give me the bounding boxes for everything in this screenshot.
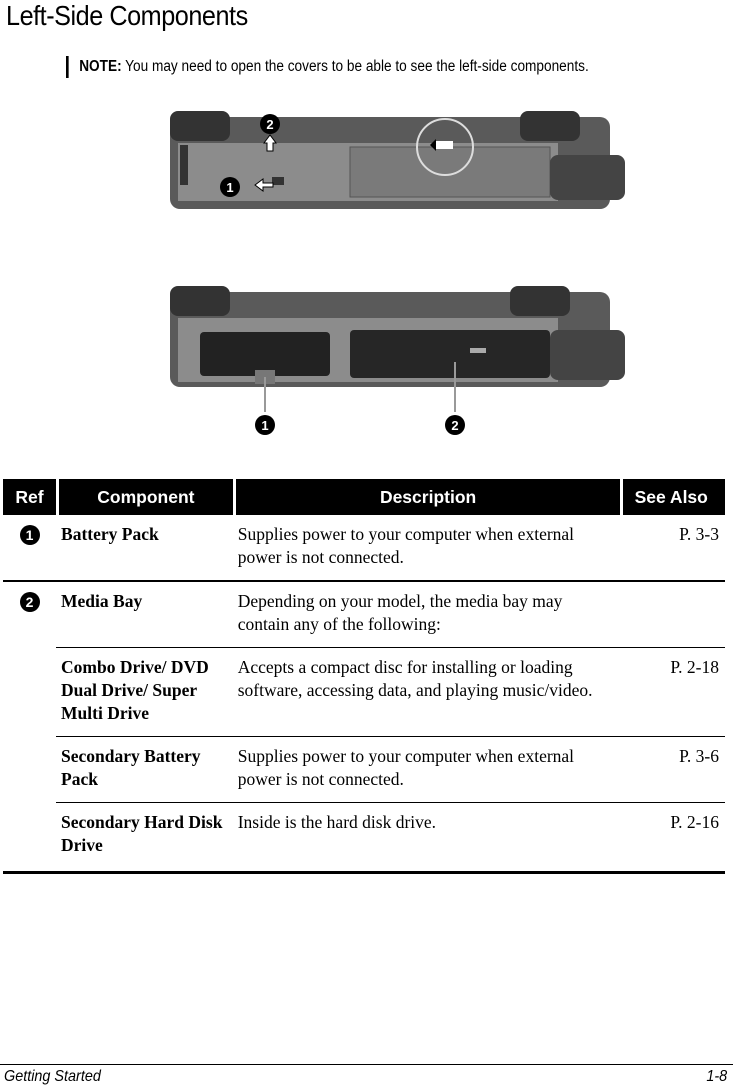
see-also-cell bbox=[620, 582, 725, 648]
footer-section-title: Getting Started bbox=[4, 1068, 101, 1085]
callout-label: 2 bbox=[266, 117, 274, 132]
component-cell: Battery Pack bbox=[56, 515, 233, 582]
table-header-row bbox=[3, 479, 725, 515]
description-cell: Depending on your model, the media bay may contain any of the following: bbox=[233, 582, 621, 648]
header-description: Description bbox=[233, 479, 621, 515]
footer-divider bbox=[0, 1064, 733, 1065]
see-also-cell: P. 3-3 bbox=[620, 515, 725, 582]
table-row bbox=[3, 648, 725, 737]
header-component: Component bbox=[56, 479, 233, 515]
laptop-left-side-closed-image bbox=[160, 105, 630, 220]
ref-badge-1: 1 bbox=[20, 525, 40, 545]
note-text: You may need to open the covers to be able to see the left-side components. bbox=[125, 58, 589, 75]
description-cell: Inside is the hard disk drive. bbox=[233, 803, 621, 874]
table-row bbox=[3, 582, 725, 648]
header-ref: Ref bbox=[3, 479, 56, 515]
component-cell: Combo Drive/ DVD Dual Drive/ Super Multi Drive bbox=[56, 648, 233, 737]
component-cell: Secondary Hard Disk Drive bbox=[56, 803, 233, 874]
component-cell: Secondary Battery Pack bbox=[56, 737, 233, 803]
note-label: NOTE: bbox=[79, 58, 122, 75]
callout-label: 1 bbox=[226, 180, 234, 195]
see-also-cell: P. 3-6 bbox=[620, 737, 725, 803]
footer-page-number: 1-8 bbox=[706, 1068, 727, 1085]
callout-label: 2 bbox=[451, 418, 459, 433]
description-cell: Accepts a compact disc for installing or loading software, accessing data, and playing music/video. bbox=[233, 648, 621, 737]
see-also-cell: P. 2-16 bbox=[620, 803, 725, 874]
description-cell: Supplies power to your computer when external power is not connected. bbox=[233, 737, 621, 803]
table-row bbox=[3, 803, 725, 874]
see-also-cell: P. 2-18 bbox=[620, 648, 725, 737]
callout-label: 1 bbox=[261, 418, 269, 433]
table-row bbox=[3, 515, 725, 582]
ref-badge-2: 2 bbox=[20, 592, 40, 612]
laptop-left-side-open-image bbox=[160, 282, 630, 437]
description-cell: Supplies power to your computer when external power is not connected. bbox=[233, 515, 621, 582]
header-see-also: See Also bbox=[620, 479, 725, 515]
page-title: Left-Side Components bbox=[6, 0, 248, 31]
components-table bbox=[3, 479, 725, 874]
note bbox=[66, 56, 589, 78]
table-row bbox=[3, 737, 725, 803]
component-cell: Media Bay bbox=[56, 582, 233, 648]
